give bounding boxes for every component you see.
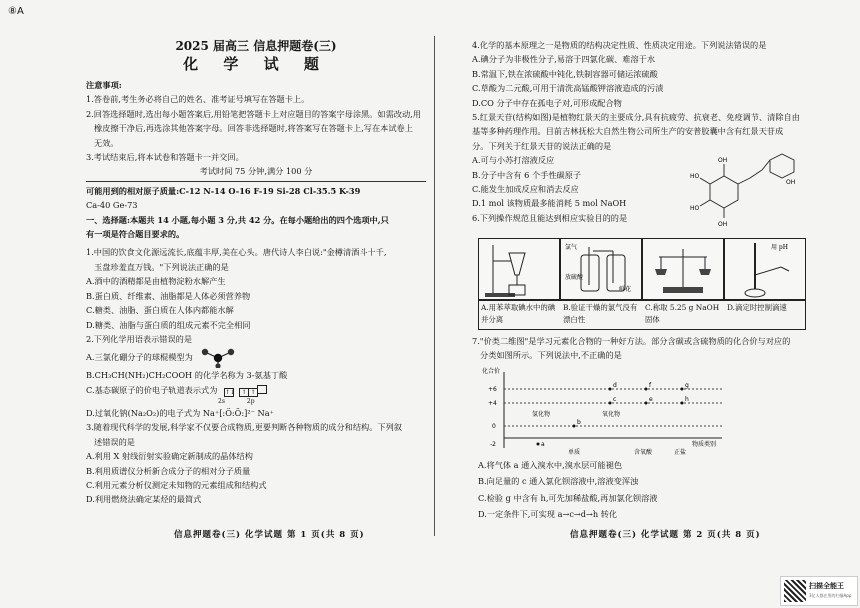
notes-heading: 注意事项: — [86, 80, 122, 90]
q7-option-c: C.检验 g 中含有 h,可先加稀盐酸,再加氯化钡溶液 — [478, 492, 658, 503]
y-axis-title: 化合价 — [482, 368, 501, 375]
y-tick: -2 — [490, 441, 496, 448]
q4-option-a: A.碘分子为非极性分子,易溶于四氯化碳、难溶于水 — [472, 54, 656, 65]
note-line: 1.答卷前,考生务必将自己的姓名、准考证号填写在答题卡上。 — [86, 94, 310, 105]
struct-label: OH — [718, 157, 728, 164]
scanner-watermark — [780, 576, 858, 606]
svg-text:g: g — [685, 382, 689, 389]
page-footer-left: 信息押题卷(三) 化学试题 第 1 页(共 8 页) — [174, 530, 365, 540]
y-tick: +6 — [488, 386, 497, 393]
q4-option-b: B.常温下,铁在浓硫酸中钝化,铁制容器可储运浓硫酸 — [472, 68, 658, 79]
note-line: 2.回答选择题时,选出每小题答案后,用铅笔把答题卡上对应题目的答案字母涂黑。如需改动,用 — [86, 108, 421, 119]
q2-option-c: C.基态碳原子的价电子轨道表示式为 ↑↓ ↑ ↑ — [86, 383, 426, 398]
atomic-masses: 可能用到的相对原子质量:C-12 N-14 O-16 F-19 Si-28 Cl-35.5 K-39 — [86, 185, 361, 196]
q7-stem-cont: 分类如图所示。下列说法中,不正确的是 — [480, 350, 622, 361]
q2-option-d: D.过氧化钠(Na₂O₂)的电子式为 Na⁺[:Ö:Ö:]²⁻ Na⁺ — [86, 407, 274, 418]
q1-option-c: C.糖类、油脂、蛋白质在人体内都能水解 — [86, 305, 234, 316]
orbital-labels: 2s 2p — [218, 397, 255, 405]
q1-option-a: A.酒中的酒精都是由植物淀粉水解产生 — [86, 276, 226, 287]
page-footer-right: 信息押题卷(三) 化学试题 第 2 页(共 8 页) — [570, 530, 761, 540]
struct-label: OH — [718, 221, 728, 228]
q3-option-a: A.利用 X 射线衍射实验确定新制成的晶体结构 — [86, 451, 253, 462]
x-category: 氢化物 — [532, 411, 551, 418]
lab-apparatus-c — [642, 238, 724, 300]
struct-label: OH — [786, 179, 796, 186]
q5-stem-cont: 分。下列关于红景天苷的说法正确的是 — [472, 140, 612, 151]
q3-option-d: D.利用燃烧法确定某烃的最简式 — [86, 494, 202, 505]
note-line: 橡皮擦干净后,再选涂其他答案字母。回答非选择题时,将答案写在答题卡上,写在本试卷上 — [94, 123, 413, 134]
svg-text:d: d — [613, 382, 617, 389]
q2-option-a: A.三氯化硼分子的球棍模型为 — [86, 346, 426, 368]
q5-option-d: D.1 mol 该物质最多能消耗 5 mol NaOH — [472, 198, 627, 209]
q6-option-b: B.验证干燥的氯气没有漂白性 — [563, 303, 638, 324]
q6-option-a: A.用苯萃取碘水中的碘并分离 — [481, 303, 556, 324]
q2-option-b: B.CH₃CH(NH₂)CH₂COOH 的化学名称为 3-氨基丁酸 — [86, 370, 288, 381]
time-score: 考试时间 75 分钟,满分 100 分 — [199, 166, 313, 177]
exam-title: 2025 届高三 信息押题卷(三) — [175, 39, 337, 53]
q5-option-c: C.能发生加成反应和消去反应 — [472, 184, 579, 195]
svg-text:c: c — [613, 396, 617, 403]
struct-label: HO — [690, 173, 700, 180]
q4-option-d: D.CO 分子中存在孤电子对,可形成配合物 — [472, 97, 622, 108]
section-heading-cont: 有一项是符合题目要求的。 — [86, 229, 185, 240]
q3-stem-cont: 述错误的是 — [94, 436, 135, 447]
q3-option-b: B.利用质谱仪分析新合成分子的相对分子质量 — [86, 465, 251, 476]
q5-option-b: B.分子中含有 6 个手性碳原子 — [472, 169, 582, 180]
q1-option-d: D.糖类、油脂与蛋白质的组成元素不完全相同 — [86, 319, 251, 330]
q5-stem: 5.红景天苷(结构如图)是植物红景天的主要成分,具有抗疲劳、抗衰老、免疫调节、清除自由 — [472, 112, 800, 123]
svg-text:b: b — [577, 419, 581, 426]
lab-apparatus-a — [478, 238, 560, 300]
q1-stem-cont: 玉盘珍羞直万钱。"下列说法正确的是 — [94, 261, 229, 272]
column-divider — [434, 36, 435, 536]
q7-option-a: A.将气体 a 通入溴水中,溴水层可能褪色 — [478, 460, 623, 470]
x-category: 含氧酸 — [634, 449, 653, 456]
q1-stem: 1.中国的饮食文化源远流长,底蕴丰厚,美在心头。唐代诗人李白说:"金樽清酒斗十千, — [86, 247, 387, 258]
svg-text:放硫酸: 放硫酸 — [565, 274, 584, 281]
q2-stem: 2.下列化学用语表示错误的是 — [86, 333, 193, 344]
q7-option-b: B.向足量的 c 通入氯化钡溶液中,溶液变浑浊 — [478, 476, 639, 487]
orbital-diagram: ↑↓ ↑ ↑ — [224, 384, 266, 398]
qr-code-icon — [784, 580, 806, 602]
x-category: 氧化物 — [602, 411, 621, 418]
q4-option-c: C.草酸为二元酸,可用于清洗高锰酸钾溶液造成的污渍 — [472, 83, 664, 94]
corner-mark: ⑧A — [8, 6, 24, 17]
q7-options — [478, 458, 808, 522]
svg-text:h: h — [685, 396, 689, 403]
q6-stem: 6.下列操作规范且能达到相应实验目的的是 — [472, 212, 628, 223]
y-tick: 0 — [492, 423, 496, 430]
q6-option-c: C.称取 5.25 g NaOH 固体 — [645, 303, 720, 324]
note-line: 无效。 — [94, 137, 119, 148]
q7-block — [472, 334, 802, 363]
q4-stem: 4.化学的基本原理之一是物质的结构决定性质、性质决定用途。下列说法错误的是 — [472, 40, 767, 50]
y-tick: +4 — [488, 400, 497, 407]
ball-stick-model-icon — [201, 348, 235, 368]
q3-stem: 3.随着现代科学的发展,科学家不仅要合成物质,更要判断各种物质的成分和结构。下列叙 — [86, 422, 402, 433]
lab-apparatus-d — [724, 238, 806, 300]
svg-text:用 pH: 用 pH — [771, 244, 788, 251]
lab-apparatus-b — [560, 238, 642, 300]
atomic-masses-cont: Ca-40 Ge-73 — [86, 200, 138, 211]
note-line: 3.考试结束后,将本试卷和答题卡一并交回。 — [86, 152, 244, 163]
svg-text:氯气: 氯气 — [565, 244, 578, 251]
q1-option-b: B.蛋白质、纤维素、油脂都是人体必须营养物 — [86, 290, 251, 301]
watermark-title: 扫描全能王 — [809, 582, 844, 590]
q5-stem-cont: 基等多种药理作用。目前吉林抚松大自然生物公司所生产的安普胶囊中含有红景天苷成 — [472, 126, 784, 137]
svg-text:a: a — [541, 441, 545, 448]
valence-class-chart — [482, 366, 732, 458]
svg-text:鲜花: 鲜花 — [619, 286, 632, 293]
q3-option-c: C.利用元素分析仪测定未知物的元素组成和结构式 — [86, 479, 267, 490]
subject-title: 化 学 试 题 — [183, 55, 329, 73]
x-axis-title: 物质类别 — [692, 441, 717, 448]
q6-experiment-figures — [478, 238, 806, 330]
q7-option-d: D.一定条件下,可实现 a→c→d→h 转化 — [478, 509, 618, 520]
section-heading: 一、选择题:本题共 14 小题,每小题 3 分,共 42 分。在每小题给出的四个选项中,只 — [86, 214, 389, 225]
svg-text:f: f — [649, 382, 652, 389]
q7-stem: 7."价类二维图"是学习元素化合物的一种好方法。部分含碳或含硫物质的化合价与对应的 — [472, 336, 791, 346]
svg-text:e: e — [649, 396, 653, 403]
q5-option-a: A.可与小苏打溶液反应 — [472, 155, 555, 166]
x-category: 单质 — [568, 449, 581, 456]
watermark-sub: 3亿人都在用的扫描App — [809, 593, 852, 598]
salidroside-structure — [690, 150, 800, 232]
q6-option-d: D.滴定时控制滴速 — [727, 303, 787, 312]
rule — [86, 181, 426, 182]
left-column — [86, 38, 426, 507]
x-category: 正盐 — [674, 449, 687, 456]
struct-label: HO — [690, 205, 700, 212]
